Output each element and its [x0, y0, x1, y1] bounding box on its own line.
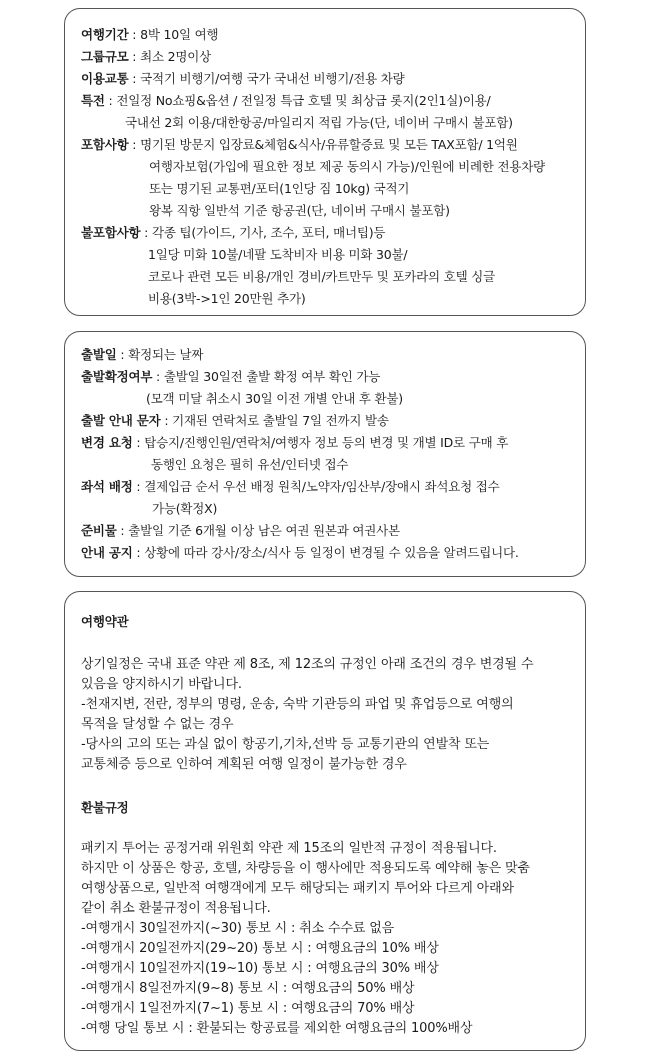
included-line: 또는 명기된 교통편/포터(1인당 짐 10kg) 국적기: [149, 181, 410, 196]
features-line: 국내선 2회 이용/대한항공/마일리지 적립 가능(단, 네이버 구매시 불포함): [125, 115, 513, 130]
included-row: 포함사항 : 명기된 방문지 입장료&체험&식사/유류할증료 및 모든 TAX포함/ 1억원: [81, 137, 518, 152]
features-row: 특전 : 전일정 No쇼핑&옵션 / 전일정 특급 호텔 및 최상급 롯지(2인1실)이용/: [81, 93, 491, 108]
included-line: 여행자보험(가입에 필요한 정보 제공 동의시 가능)/인원에 비례한 전용차량: [149, 159, 546, 174]
departure-info-box: [64, 331, 586, 577]
terms-line: 교통체증 등으로 인하여 계획된 여행 일정이 불가능한 경우: [81, 757, 407, 772]
terms-line: 상기일정은 국내 표준 약관 제 8조, 제 12조의 규정인 아래 조건의 경우 변경될 수: [81, 657, 534, 672]
excluded-row: 불포함사항 : 각종 팁(가이드, 기사, 조수, 포터, 매너팁)등: [81, 225, 386, 240]
seat-assign-row: 좌석 배정 : 결제입금 순서 우선 배정 원칙/노약자/임산부/장애시 좌석요청 접수: [81, 479, 500, 494]
change-request-row: 변경 요청 : 탑승지/진행인원/연락처/여행자 정보 등의 변경 및 개별 ID로 구매 후: [81, 435, 509, 450]
product-summary-box: [64, 8, 586, 316]
terms-box: [64, 591, 586, 1051]
departure-date-row: 출발일 : 확정되는 날짜: [81, 347, 204, 362]
refund-title: 환불규정: [81, 800, 129, 815]
terms-line: 있음을 양지하시기 바랍니다.: [81, 677, 242, 692]
terms-title: 여행약관: [81, 614, 129, 629]
preparation-row: 준비물 : 출발일 기준 6개월 이상 남은 여권 원본과 여권사본: [81, 523, 400, 538]
excluded-line: 코로나 관련 모든 비용/개인 경비/카트만두 및 포카라의 호텔 싱글: [148, 269, 495, 284]
refund-line: -여행개시 20일전까지(29~20) 통보 시 : 여행요금의 10% 배상: [81, 941, 439, 956]
excluded-line: 비용(3박->1인 20만원 추가): [148, 291, 306, 306]
departure-confirm-row: 출발확정여부 : 출발일 30일전 출발 확정 여부 확인 가능: [81, 369, 381, 384]
excluded-line: 1일당 미화 10불/네팔 도착비자 비용 미화 30불/: [148, 247, 408, 262]
included-line: 왕복 직항 일반석 기준 항공권(단, 네이버 구매시 불포함): [149, 203, 450, 218]
travel-period-row: 여행기간 : 8박 10일 여행: [81, 27, 219, 42]
refund-line: 같이 취소 환불규정이 적용됩니다.: [81, 901, 271, 916]
terms-line: 목적을 달성할 수 없는 경우: [81, 717, 234, 732]
seat-assign-line: 가능(확정X): [152, 501, 218, 516]
terms-line: -당사의 고의 또는 과실 없이 항공기,기차,선박 등 교통기관의 연발착 또는: [81, 737, 490, 752]
group-size-row: 그룹규모 : 최소 2명이상: [81, 49, 211, 64]
notice-row: 안내 공지 : 상황에 따라 강사/장소/식사 등 일정이 변경될 수 있음을 알려드립니다.: [81, 545, 519, 560]
departure-sms-row: 출발 안내 문자 : 기재된 연락처로 출발일 7일 전까지 발송: [81, 413, 389, 428]
refund-line: -여행개시 10일전까지(19~10) 통보 시 : 여행요금의 30% 배상: [81, 961, 439, 976]
refund-line: -여행개시 8일전까지(9~8) 통보 시 : 여행요금의 50% 배상: [81, 981, 415, 996]
refund-line: 하지만 이 상품은 항공, 호텔, 차량등을 이 행사에만 적용되도록 예약해 놓은 맞춤: [81, 861, 530, 876]
refund-line: 패키지 투어는 공정거래 위원회 약관 제 15조의 일반적 규정이 적용됩니다.: [81, 841, 497, 856]
change-request-line: 동행인 요청은 필히 유선/인터넷 접수: [151, 457, 349, 472]
refund-line: -여행개시 30일전까지(~30) 통보 시 : 취소 수수료 없음: [81, 921, 395, 936]
terms-line: -천재지변, 전란, 정부의 명령, 운송, 숙박 기관등의 파업 및 휴업등으로 여행의: [81, 697, 514, 712]
refund-line: -여행개시 1일전까지(7~1) 통보 시 : 여행요금의 70% 배상: [81, 1001, 415, 1016]
transport-row: 이용교통 : 국적기 비행기/여행 국가 국내선 비행기/전용 차량: [81, 71, 405, 86]
refund-line: 여행상품으로, 일반적 여행객에게 모두 해당되는 패키지 투어와 다르게 아래와: [81, 881, 514, 896]
refund-line: -여행 당일 통보 시 : 환불되는 항공료를 제외한 여행요금의 100%배상: [81, 1021, 473, 1036]
departure-confirm-line: (모객 미달 취소시 30일 이전 개별 안내 후 환불): [146, 391, 403, 406]
